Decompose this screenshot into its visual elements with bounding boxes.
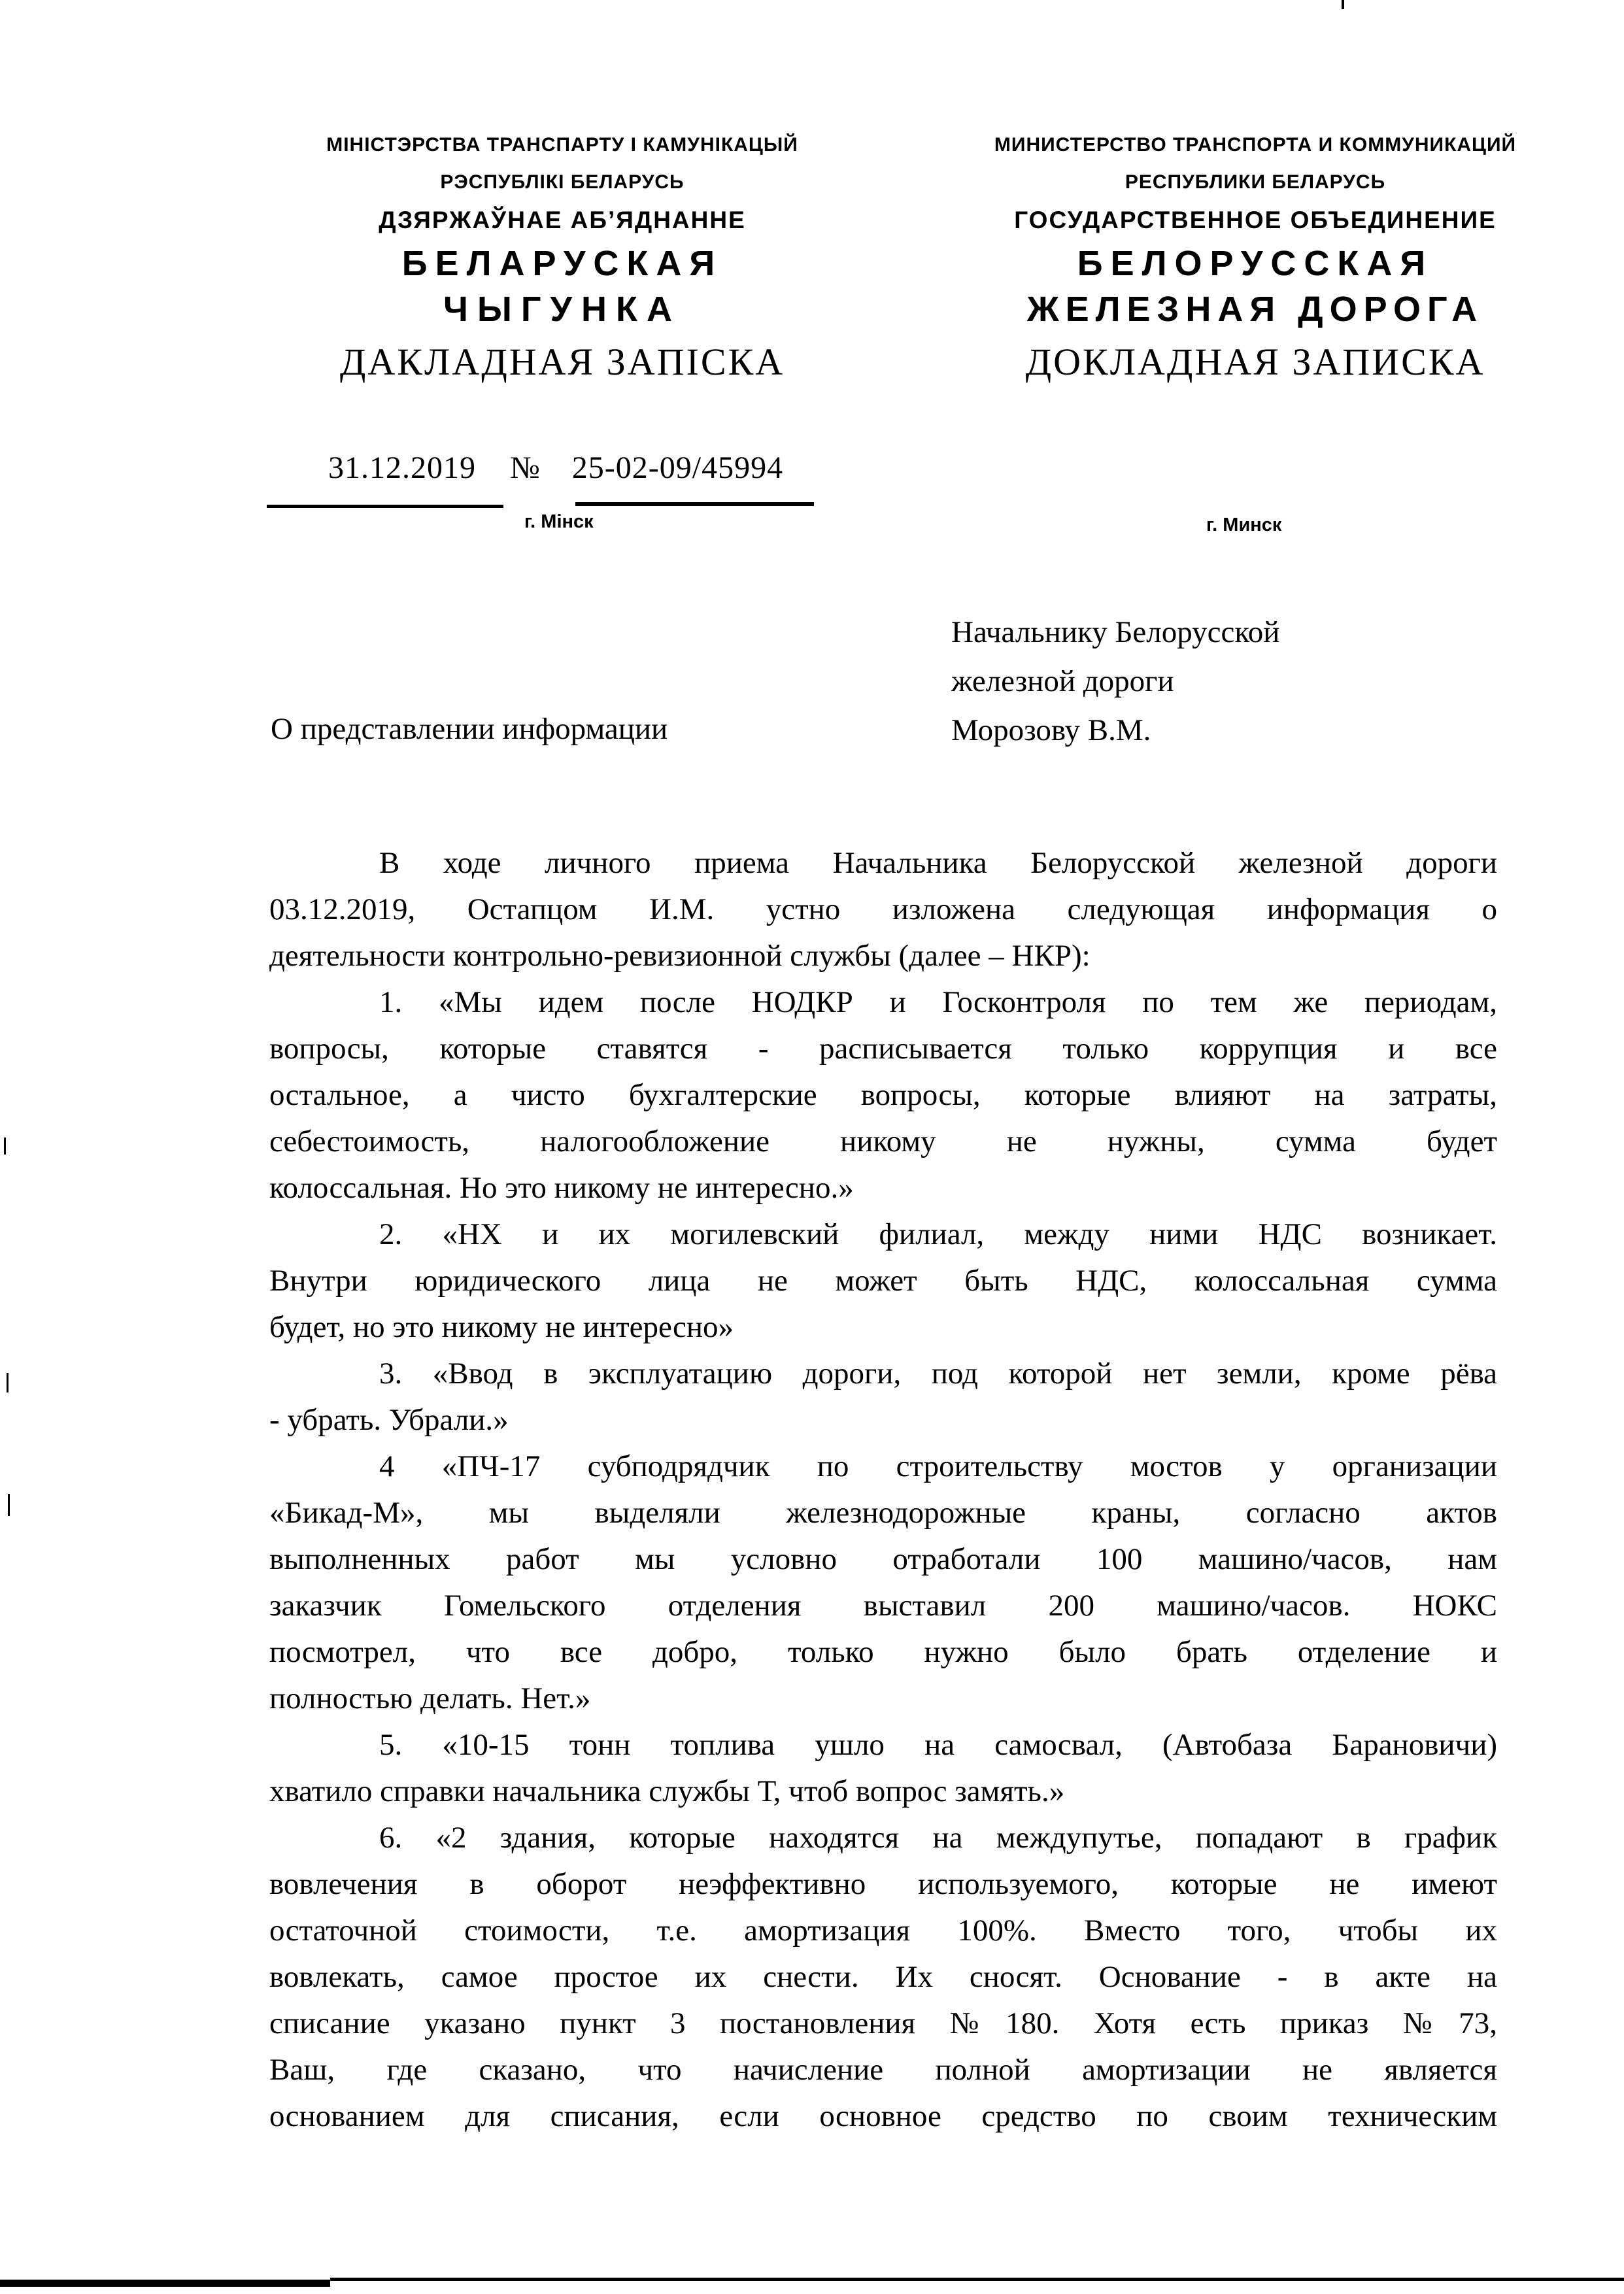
- body-line: - убрать. Убрали.»: [269, 1403, 509, 1437]
- letterhead-right-republic: РЕСПУБЛИКИ БЕЛАРУСЬ: [1125, 171, 1386, 193]
- addressee-line: Начальнику Белорусской: [951, 615, 1280, 649]
- body-line: хватило справки начальника службы Т, чтоб вопрос замять.»: [269, 1774, 1065, 1808]
- reference-line: [328, 450, 783, 486]
- letterhead-right-org-line1: БЕЛОРУССКАЯ: [1077, 244, 1434, 283]
- letterhead-right-org-line2: ЖЕЛЕЗНАЯ ДОРОГА: [1026, 290, 1484, 329]
- reference-underline-right: [575, 502, 814, 506]
- body-line: Ваш, где сказано, что начисление полной амортизации не является: [269, 2053, 1497, 2087]
- body-line: заказчик Гомельского отделения выставил 200 машино/часов. НОКС: [269, 1589, 1497, 1623]
- memo-body: [269, 840, 1497, 2140]
- body-line: 6. «2 здания, которые находятся на междупутье, попадают в график: [379, 1821, 1497, 1855]
- letterhead-left-association: ДЗЯРЖАЎНАЕ АБ’ЯДНАННЕ: [379, 207, 746, 233]
- body-line: 2. «НХ и их могилевский филиал, между ними НДС возникает.: [379, 1217, 1497, 1251]
- letterhead-left-ministry: МІНІСТЭРСТВА ТРАНСПАРТУ І КАМУНІКАЦЫЙ: [326, 134, 798, 156]
- scan-artifact-left-tick: [7, 1373, 8, 1392]
- body-line: посмотрел, что все добро, только нужно было брать отделение и: [269, 1635, 1497, 1669]
- letterhead-left-org-line2: ЧЫГУНКА: [443, 290, 681, 329]
- scan-artifact-left-tick: [8, 1494, 10, 1516]
- body-line: деятельности контрольно-ревизионной службы (далее – НКР):: [269, 939, 1091, 973]
- body-line: полностью делать. Нет.»: [269, 1681, 591, 1715]
- scan-artifact-bottom-line: [330, 2278, 1624, 2281]
- body-line: будет, но это никому не интересно»: [269, 1310, 734, 1344]
- doc-type-title-russian: ДОКЛАДНАЯ ЗАПИСКА: [1025, 341, 1485, 383]
- body-line: колоссальная. Но это никому не интересно.»: [269, 1171, 854, 1205]
- body-line: 5. «10-15 тонн топлива ушло на самосвал, (Автобаза Барановичи): [379, 1728, 1497, 1762]
- body-line: вовлекать, самое простое их снести. Их сносят. Основание - в акте на: [269, 1960, 1497, 1994]
- addressee-block: [951, 608, 1279, 755]
- body-line: В ходе личного приема Начальника Белорусской железной дороги: [379, 846, 1497, 880]
- body-line: остаточной стоимости, т.е. амортизация 100%. Вместо того, чтобы их: [269, 1914, 1497, 1948]
- body-line: основанием для списания, если основное средство по своим техническим: [269, 2099, 1497, 2133]
- body-line: остальное, а чисто бухгалтерские вопросы, которые влияют на затраты,: [269, 1078, 1497, 1112]
- doc-date: 31.12.2019: [328, 450, 476, 485]
- body-line: 03.12.2019, Остапцом И.М. устно изложена следующая информация о: [269, 892, 1497, 926]
- letterhead-right-association: ГОСУДАРСТВЕННОЕ ОБЪЕДИНЕНИЕ: [1014, 207, 1497, 233]
- scan-artifact-bottom-line: [0, 2280, 330, 2287]
- addressee-line: Морозову В.М.: [951, 713, 1151, 747]
- number-sign: №: [510, 450, 541, 485]
- body-line: «Бикад-М», мы выделяли железнодорожные краны, согласно актов: [269, 1496, 1497, 1530]
- addressee-line: железной дороги: [951, 664, 1174, 698]
- body-line: вовлечения в оборот неэффективно используемого, которые не имеют: [269, 1867, 1497, 1901]
- doc-number: 25-02-09/45994: [571, 450, 784, 485]
- scan-artifact-top-tick: [1342, 0, 1344, 9]
- body-line: списание указано пункт 3 постановления №180. Хотя есть приказ №73,: [269, 2006, 1497, 2040]
- city-right: г. Минск: [1206, 514, 1282, 535]
- body-line: 1. «Мы идем после НОДКР и Госконтроля по тем же периодам,: [379, 985, 1497, 1019]
- body-line: вопросы, которые ставятся - расписывается только коррупция и все: [269, 1032, 1497, 1066]
- doc-type-title-belarusian: ДАКЛАДНАЯ ЗАПІСКА: [339, 341, 785, 383]
- letterhead-right-ministry: МИНИСТЕРСТВО ТРАНСПОРТА И КОММУНИКАЦИЙ: [994, 134, 1517, 156]
- body-line: выполненных работ мы условно отработали 100 машино/часов, нам: [269, 1542, 1497, 1576]
- body-line: себестоимость, налогообложение никому не нужны, сумма будет: [269, 1124, 1497, 1158]
- body-line: 3. «Ввод в эксплуатацию дороги, под которой нет земли, кроме рёва: [379, 1357, 1497, 1391]
- body-line: 4 «ПЧ-17 субподрядчик по строительству мостов у организации: [379, 1449, 1497, 1483]
- letterhead-left-org-line1: БЕЛАРУСКАЯ: [401, 244, 723, 283]
- letterhead-left-republic: РЭСПУБЛІКІ БЕЛАРУСЬ: [440, 171, 685, 193]
- scan-artifact-left-tick: [4, 1138, 6, 1155]
- body-line: Внутри юридического лица не может быть НДС, колоссальная сумма: [269, 1264, 1497, 1298]
- city-left: г. Мінск: [524, 511, 594, 532]
- reference-underline-left: [267, 505, 503, 508]
- subject-line: О представлении информации: [271, 712, 668, 746]
